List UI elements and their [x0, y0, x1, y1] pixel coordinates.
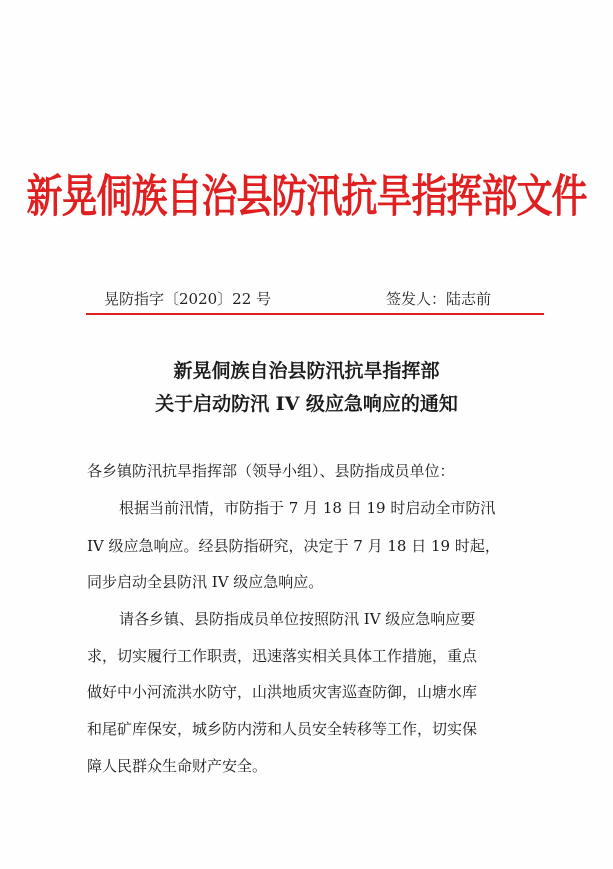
paragraph-2-line: 障人民群众生命财产安全。: [87, 757, 268, 775]
notice-title-line-1: 新晃侗族自治县防汛抗旱指挥部: [173, 360, 440, 382]
paragraph-2-line: 请各乡镇、县防指成员单位按照防汛 IV 级应急响应要: [119, 610, 476, 628]
paragraph-1-line: 同步启动全县防汛 IV 级应急响应。: [87, 573, 324, 591]
notice-title-line-2: 关于启动防汛 IV 级应急响应的通知: [155, 393, 458, 415]
signer-line: 签发人：陆志前: [386, 290, 492, 308]
document-masthead: 新晃侗族自治县防汛抗旱指挥部文件: [26, 170, 587, 223]
paragraph-1-line: 根据当前汛情，市防指于 7 月 18 日 19 时启动全市防汛: [119, 499, 496, 517]
red-divider-line: [86, 313, 544, 315]
paragraph-2-line: 和尾矿库保安，城乡防内涝和人员安全转移等工作，切实保: [87, 720, 478, 738]
salutation: 各乡镇防汛抗旱指挥部（领导小组）、县防指成员单位：: [87, 462, 455, 480]
paragraph-2-line: 求，切实履行工作职责，迅速落实相关具体工作措施，重点: [87, 647, 478, 665]
document-number: 晃防指字〔2020〕22 号: [104, 290, 272, 308]
paragraph-2-line: 做好中小河流洪水防守，山洪地质灾害巡查防御，山塘水库: [87, 683, 478, 701]
paragraph-1-line: IV 级应急响应。经县防指研究，决定于 7 月 18 日 19 时起，: [87, 537, 500, 555]
